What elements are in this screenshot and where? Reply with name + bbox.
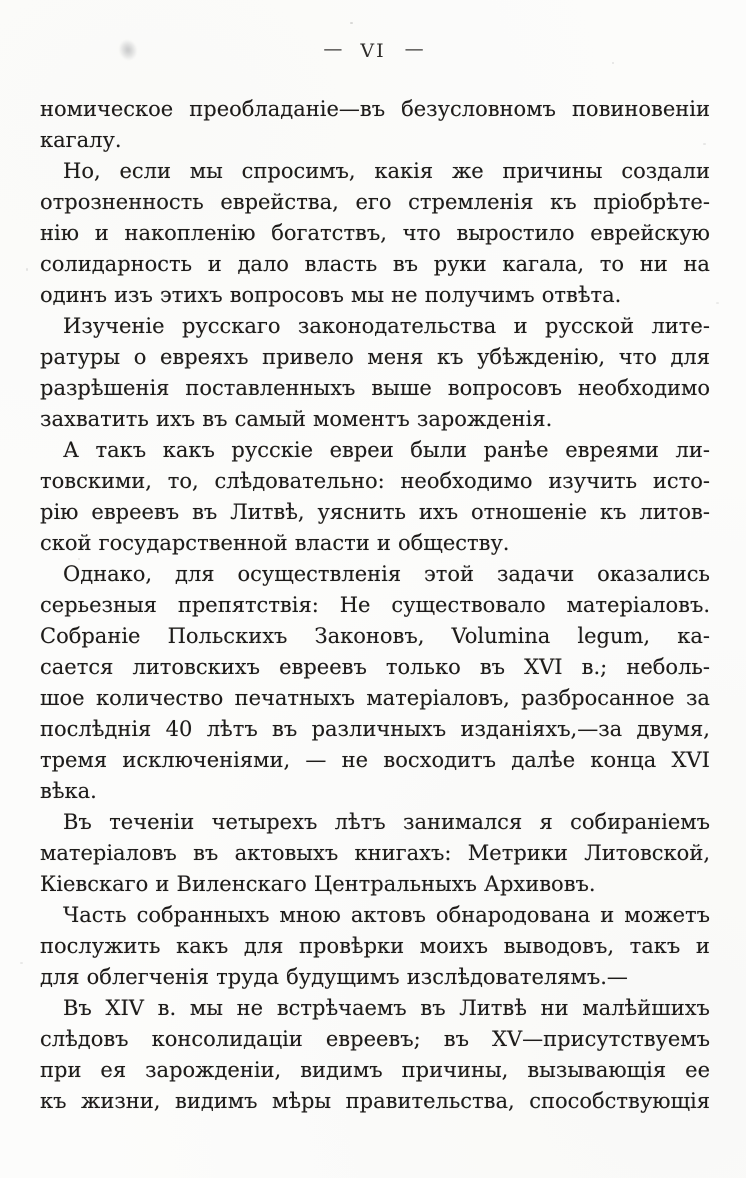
word: номическое — [40, 97, 174, 121]
word: количество — [95, 686, 224, 710]
text-line — [40, 903, 710, 934]
word: же — [451, 159, 484, 183]
word: матеріаловъ. — [566, 593, 710, 617]
word: мною — [279, 903, 341, 927]
word: создали — [621, 159, 710, 183]
word: XVI — [524, 655, 563, 679]
word: ка- — [677, 624, 710, 648]
word: различныхъ — [311, 717, 447, 741]
word: на — [683, 252, 710, 276]
word: этихъ — [160, 283, 223, 307]
word: руки — [433, 252, 487, 276]
text-line — [40, 748, 710, 779]
word: въ — [202, 407, 228, 431]
word: провѣрки — [299, 934, 405, 958]
word: Однако, — [63, 562, 153, 586]
text-line — [40, 1058, 710, 1089]
word: пріобрѣте- — [593, 190, 710, 214]
text-line — [40, 469, 710, 500]
text-line — [40, 655, 710, 686]
word: ни — [540, 996, 569, 1020]
word: осуществленія — [237, 562, 402, 586]
word: для — [243, 934, 284, 958]
text-line — [40, 221, 710, 252]
word: самый — [234, 407, 306, 431]
word: для — [670, 345, 710, 369]
word: къ — [40, 1089, 67, 1113]
word: обществу. — [398, 531, 510, 555]
word: такъ — [629, 934, 681, 958]
text-line — [40, 810, 710, 841]
word: причины, — [401, 1058, 509, 1082]
word: въ — [392, 252, 419, 276]
word: труда — [216, 965, 279, 989]
word: актовыхъ — [234, 841, 339, 865]
paper-speck — [26, 268, 28, 271]
word: Изученіе — [63, 314, 165, 338]
word: встрѣчаемъ — [276, 996, 407, 1020]
word: изучить — [548, 469, 638, 493]
word: Въ — [63, 996, 92, 1020]
word: неболь- — [626, 655, 710, 679]
word: ратуры — [40, 345, 121, 369]
word: русскаго — [181, 314, 281, 338]
word: Метрики — [467, 841, 568, 865]
word: къ — [550, 190, 577, 214]
word: Собраніе — [40, 624, 141, 648]
word: его — [355, 190, 392, 214]
word: къ — [599, 500, 627, 524]
word: богатствъ, — [271, 221, 387, 245]
word: солидарность — [40, 252, 193, 276]
word: въ — [272, 717, 298, 741]
text-line — [40, 1089, 710, 1120]
word: для — [40, 965, 80, 989]
word: то — [599, 252, 625, 276]
word: привело — [262, 345, 354, 369]
word: мы — [189, 159, 223, 183]
word: русскіе — [231, 438, 313, 462]
word: Литовской, — [584, 841, 710, 865]
word: и — [155, 872, 170, 896]
word: А — [63, 438, 79, 462]
word: преобладаніе—въ — [189, 97, 386, 121]
page-body — [40, 97, 710, 1120]
word: слѣдовъ — [40, 1027, 129, 1051]
word: за — [685, 686, 710, 710]
word: при — [40, 1058, 82, 1082]
word: нію — [40, 221, 79, 245]
word: стремленія — [408, 190, 534, 214]
text-line — [40, 376, 710, 407]
word: четырехъ — [211, 810, 318, 834]
text-line — [40, 965, 710, 996]
word: разбросанное — [521, 686, 675, 710]
word: не — [236, 996, 264, 1020]
word: этой — [424, 562, 475, 586]
word: лѣтъ — [334, 810, 386, 834]
word: серьезныя — [40, 593, 157, 617]
paper-speck — [612, 62, 614, 64]
text-line — [40, 1027, 710, 1058]
text-line — [40, 438, 710, 469]
word: накопленію — [124, 221, 256, 245]
word: лите- — [651, 314, 710, 338]
word: XIV — [105, 996, 144, 1020]
word: Архивовъ. — [484, 872, 596, 896]
word: XV—присутствуемъ — [492, 1027, 710, 1051]
word: обнародована — [435, 903, 591, 927]
word: задачи — [496, 562, 575, 586]
word: и — [376, 531, 391, 555]
text-line — [40, 128, 710, 159]
word: видимъ — [175, 1089, 258, 1113]
header-dash-left: — — [323, 38, 342, 60]
text-line — [40, 531, 710, 562]
word: малѣйшихъ — [582, 996, 710, 1020]
word: товскими, — [40, 469, 152, 493]
word: разрѣшенія — [40, 376, 170, 400]
word: были — [410, 438, 467, 462]
word: какія — [374, 159, 434, 183]
word: евреевъ; — [325, 1027, 421, 1051]
word: legum, — [577, 624, 651, 648]
running-head — [0, 40, 746, 62]
word: — — [305, 748, 327, 772]
word: шое — [40, 686, 85, 710]
word: Центральныхъ — [313, 872, 477, 896]
word: послѣднія — [40, 717, 152, 741]
word: о — [133, 345, 147, 369]
word: слѣдовательно: — [214, 469, 385, 493]
word: изслѣдователямъ.— — [406, 965, 628, 989]
word: въ — [443, 1027, 469, 1051]
word: необходимо — [577, 376, 710, 400]
word: и — [695, 934, 710, 958]
word: дало — [237, 252, 289, 276]
word: выводовъ, — [503, 934, 615, 958]
word: не — [391, 283, 418, 307]
word: моментъ — [313, 407, 410, 431]
text-line — [40, 314, 710, 345]
word: лѣтъ — [206, 717, 258, 741]
word: ни — [639, 252, 668, 276]
word: въ — [192, 500, 218, 524]
word: существовало — [391, 593, 546, 617]
text-line — [40, 624, 710, 655]
word: что — [618, 345, 657, 369]
word: можетъ — [624, 903, 710, 927]
word: тремя — [40, 748, 108, 772]
word: видимъ — [300, 1058, 383, 1082]
word: евреевъ — [91, 500, 180, 524]
word: в. — [157, 996, 177, 1020]
text-line — [40, 872, 710, 903]
word: собранныхъ — [136, 903, 270, 927]
word: для — [175, 562, 215, 586]
word: конца — [590, 748, 657, 772]
word: убѣжденію, — [477, 345, 606, 369]
word: жизни, — [81, 1089, 161, 1113]
word: далѣе — [511, 748, 576, 772]
word: послужить — [40, 934, 161, 958]
word: еврейскую — [590, 221, 710, 245]
word: ее — [685, 1058, 710, 1082]
text-line — [40, 841, 710, 872]
word: Часть — [63, 903, 127, 927]
word: спросимъ, — [241, 159, 356, 183]
word: Но, — [63, 159, 101, 183]
word: евреевъ — [279, 655, 367, 679]
word: Кіевскаго — [40, 872, 149, 896]
word: литов- — [639, 500, 710, 524]
word: захватить — [40, 407, 149, 431]
word: ихъ — [418, 500, 459, 524]
word: XVI — [671, 748, 710, 772]
word: матеріаловъ — [40, 841, 177, 865]
word: изданіяхъ,—за — [460, 717, 623, 741]
text-line — [40, 97, 710, 128]
word: исто- — [652, 469, 710, 493]
text-line — [40, 593, 710, 624]
word: выше — [371, 376, 432, 400]
word: Volumina — [451, 624, 551, 648]
word: повиновеніи — [571, 97, 710, 121]
text-line — [40, 996, 710, 1027]
word: необходимо — [400, 469, 533, 493]
word: книгахъ: — [354, 841, 452, 865]
word: вопросовъ — [229, 283, 344, 307]
word: получимъ — [424, 283, 535, 307]
word: отрозненность — [40, 190, 204, 214]
word: консолидаціи — [151, 1027, 303, 1051]
word: такъ — [95, 438, 147, 462]
word: евреяхъ — [159, 345, 249, 369]
word: причины — [502, 159, 603, 183]
word: Не — [339, 593, 371, 617]
paper-speck — [20, 962, 23, 964]
word: Въ — [63, 810, 92, 834]
word: ской — [40, 531, 92, 555]
word: Литвѣ, — [230, 500, 305, 524]
word: ея — [100, 1058, 127, 1082]
text-line — [40, 283, 710, 314]
word: въ — [193, 841, 219, 865]
word: выростило — [456, 221, 575, 245]
word: матеріаловъ, — [366, 686, 510, 710]
word: рію — [40, 500, 79, 524]
word: государственной — [98, 531, 288, 555]
page-number: VI — [360, 40, 386, 62]
word: ли- — [675, 438, 710, 462]
word: отвѣта. — [541, 283, 622, 307]
word: Виленскаго — [176, 872, 307, 896]
word: теченіи — [109, 810, 195, 834]
word: препятствія: — [177, 593, 319, 617]
word: моихъ — [419, 934, 488, 958]
word: меня — [367, 345, 424, 369]
word: въ — [479, 655, 506, 679]
word: будущимъ — [286, 965, 400, 989]
text-line — [40, 686, 710, 717]
text-line — [40, 159, 710, 190]
word: Польскихъ — [167, 624, 288, 648]
word: власть — [304, 252, 378, 276]
word: вѣка. — [40, 779, 97, 803]
word: собираніемъ — [570, 810, 710, 834]
word: вызывающія — [527, 1058, 667, 1082]
word: 40 — [165, 717, 193, 741]
word: мы — [350, 283, 385, 307]
text-line — [40, 345, 710, 376]
word: одинъ — [40, 283, 107, 307]
word: и — [513, 314, 528, 338]
word: и — [600, 903, 615, 927]
word: Литвѣ — [459, 996, 527, 1020]
word: актовъ — [350, 903, 426, 927]
word: въ — [420, 996, 446, 1020]
word: оказались — [597, 562, 710, 586]
word: Законовъ, — [314, 624, 425, 648]
word: поставленныхъ — [185, 376, 356, 400]
word: облегченія — [86, 965, 209, 989]
word: зарожденіи, — [145, 1058, 282, 1082]
word: къ — [436, 345, 464, 369]
text-line — [40, 717, 710, 748]
word: вопросовъ — [447, 376, 562, 400]
word: законодательства — [297, 314, 497, 338]
text-line — [40, 190, 710, 221]
word: и — [94, 221, 109, 245]
word: ранѣе — [483, 438, 549, 462]
word: власти — [294, 531, 370, 555]
word: какъ — [162, 438, 215, 462]
word: восходитъ — [383, 748, 496, 772]
word: только — [385, 655, 461, 679]
word: правительства, — [345, 1089, 515, 1113]
word: безусловномъ — [401, 97, 556, 121]
word: не — [341, 748, 369, 772]
word: и — [207, 252, 222, 276]
word: мѣры — [271, 1089, 332, 1113]
paper-speck — [350, 22, 353, 24]
header-dash-right: — — [404, 38, 423, 60]
word: что — [402, 221, 441, 245]
word: изъ — [114, 283, 153, 307]
word: ихъ — [155, 407, 196, 431]
word: занимался — [403, 810, 523, 834]
text-line — [40, 407, 710, 438]
word: исключеніями, — [122, 748, 291, 772]
word: кагала, — [502, 252, 585, 276]
word: какъ — [176, 934, 229, 958]
text-line — [40, 252, 710, 283]
word: евреи — [329, 438, 394, 462]
word: отношеніе — [471, 500, 588, 524]
word: уяснить — [317, 500, 406, 524]
word: русской — [545, 314, 635, 338]
word: если — [119, 159, 171, 183]
word: евреями — [565, 438, 659, 462]
word: способствующія — [529, 1089, 710, 1113]
word: двумя, — [636, 717, 710, 741]
word: еврейства, — [220, 190, 339, 214]
text-line — [40, 562, 710, 593]
text-line — [40, 779, 710, 810]
text-line — [40, 500, 710, 531]
word: печатныхъ — [234, 686, 355, 710]
word: в.; — [581, 655, 608, 679]
word: то, — [167, 469, 199, 493]
word: литовскихъ — [132, 655, 260, 679]
word: сается — [40, 655, 114, 679]
word: мы — [189, 996, 223, 1020]
text-line — [40, 934, 710, 965]
word: я — [539, 810, 553, 834]
word: кагалу. — [40, 128, 122, 152]
paper-speck — [716, 302, 719, 304]
word: зарожденія. — [416, 407, 553, 431]
